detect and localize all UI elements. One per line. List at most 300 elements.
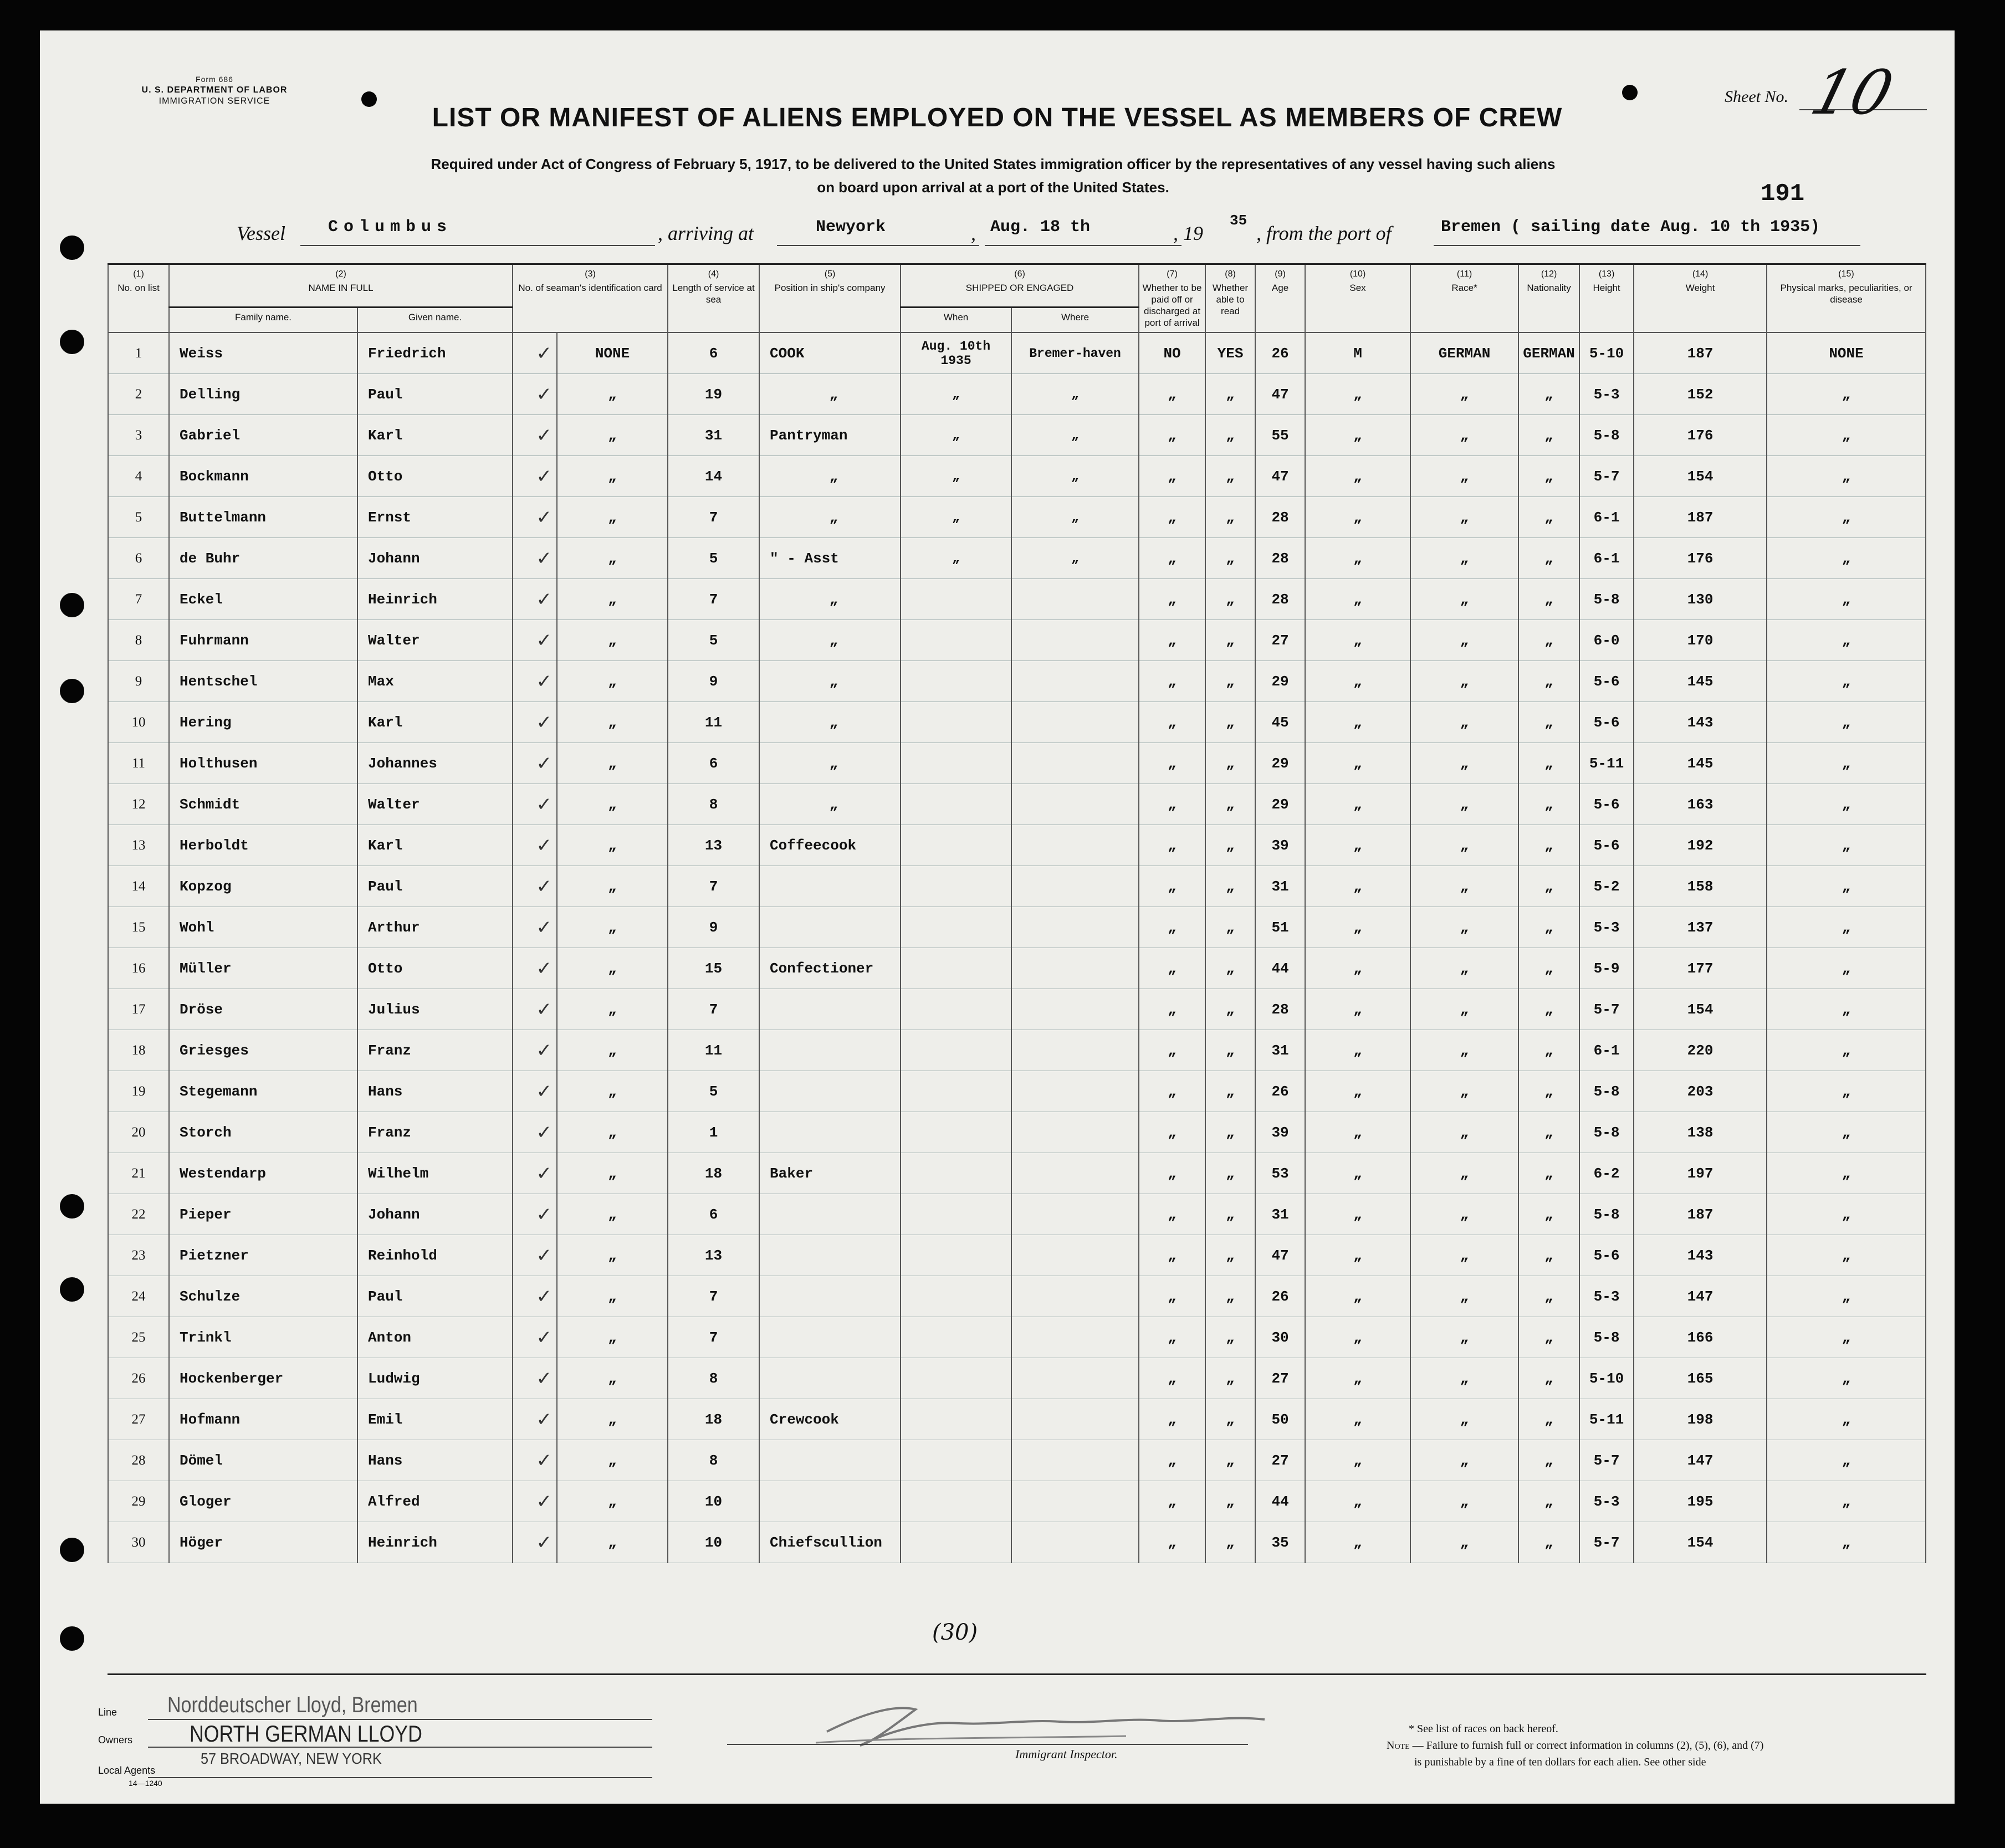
cell-position bbox=[759, 866, 901, 907]
col-header-7: (7) Whether to be paid off or discharged at port of arrival bbox=[1139, 264, 1205, 333]
cell-given: Julius bbox=[357, 989, 513, 1030]
ditto-mark: „ bbox=[1410, 743, 1518, 784]
cell-height: 5-8 bbox=[1579, 1112, 1634, 1153]
form-number: Form 686 bbox=[196, 75, 233, 84]
service: IMMIGRATION SERVICE bbox=[158, 96, 270, 106]
ditto-mark: „ bbox=[1518, 1481, 1579, 1522]
col-header-14: (14) Weight bbox=[1634, 264, 1767, 333]
ditto-mark: „ bbox=[901, 497, 1011, 538]
ditto-mark: „ bbox=[557, 1276, 668, 1317]
ditto-mark: „ bbox=[557, 579, 668, 620]
table-row bbox=[108, 1276, 1926, 1317]
cell-service: 5 bbox=[668, 1071, 759, 1112]
ditto-mark: „ bbox=[1767, 907, 1926, 948]
ditto-mark: „ bbox=[1518, 1153, 1579, 1194]
ditto-mark: „ bbox=[1410, 1030, 1518, 1071]
ditto-mark: „ bbox=[1767, 415, 1926, 456]
ditto-mark: „ bbox=[1518, 989, 1579, 1030]
ditto-mark: „ bbox=[557, 989, 668, 1030]
ditto-mark: „ bbox=[1518, 1112, 1579, 1153]
ditto-mark: „ bbox=[557, 1317, 668, 1358]
cell-age: 47 bbox=[1255, 374, 1305, 415]
punch-hole bbox=[361, 91, 377, 107]
inspector-line bbox=[727, 1743, 1248, 1745]
table-row bbox=[108, 661, 1926, 702]
col-header-8: (8) Whether able to read bbox=[1205, 264, 1255, 333]
check-mark-icon: ✓ bbox=[513, 579, 557, 620]
cell-position: Coffeecook bbox=[759, 825, 901, 866]
cell-height: 5-3 bbox=[1579, 1481, 1634, 1522]
ditto-mark: „ bbox=[1305, 784, 1410, 825]
cell-service: 7 bbox=[668, 989, 759, 1030]
ditto-mark: „ bbox=[1305, 1358, 1410, 1399]
cell-weight: 154 bbox=[1634, 1522, 1767, 1563]
ditto-mark: „ bbox=[759, 374, 901, 415]
cell-service: 18 bbox=[668, 1399, 759, 1440]
ditto-mark: „ bbox=[1305, 579, 1410, 620]
from-port-label: , from the port of bbox=[1256, 222, 1392, 244]
ditto-mark: „ bbox=[1205, 702, 1255, 743]
ditto-mark: „ bbox=[557, 948, 668, 989]
ditto-mark: „ bbox=[1205, 1153, 1255, 1194]
ditto-mark: „ bbox=[557, 1481, 668, 1522]
cell-height: 5-8 bbox=[1579, 1194, 1634, 1235]
ditto-mark: „ bbox=[1305, 661, 1410, 702]
cell-where bbox=[1011, 1317, 1139, 1358]
line-stamp: Norddeutscher Lloyd, Bremen bbox=[167, 1693, 418, 1717]
ditto-mark: „ bbox=[1767, 825, 1926, 866]
col-header-10: (10) Sex bbox=[1305, 264, 1410, 333]
ditto-mark: „ bbox=[1011, 538, 1139, 579]
ditto-mark: „ bbox=[557, 702, 668, 743]
ditto-mark: „ bbox=[1305, 1030, 1410, 1071]
footer-rule bbox=[108, 1673, 1926, 1675]
cell-service: 18 bbox=[668, 1153, 759, 1194]
cell-weight: 154 bbox=[1634, 989, 1767, 1030]
table-row bbox=[108, 1194, 1926, 1235]
ditto-mark: „ bbox=[1518, 907, 1579, 948]
ditto-mark: „ bbox=[1518, 1194, 1579, 1235]
subtitle-line-2: on board upon arrival at a port of the United States. bbox=[817, 179, 1169, 196]
ditto-mark: „ bbox=[1410, 702, 1518, 743]
cell-family: Delling bbox=[169, 374, 357, 415]
cell-height: 5-7 bbox=[1579, 989, 1634, 1030]
arrival-port-line bbox=[777, 244, 979, 246]
ditto-mark: „ bbox=[1205, 1440, 1255, 1481]
table-row bbox=[108, 1358, 1926, 1399]
arriving-label: , arriving at bbox=[658, 222, 754, 244]
ditto-mark: „ bbox=[1139, 1153, 1205, 1194]
cell-read: YES bbox=[1205, 332, 1255, 374]
cell-service: 6 bbox=[668, 1194, 759, 1235]
table-row bbox=[108, 702, 1926, 743]
cell-weight: 187 bbox=[1634, 1194, 1767, 1235]
cell-given: Johannes bbox=[357, 743, 513, 784]
ditto-mark: „ bbox=[1305, 1276, 1410, 1317]
ditto-mark: „ bbox=[1767, 866, 1926, 907]
cell-race: GERMAN bbox=[1410, 332, 1518, 374]
ditto-mark: „ bbox=[1518, 866, 1579, 907]
fine-note bbox=[1387, 1737, 1763, 1754]
cell-given: Otto bbox=[357, 948, 513, 989]
check-mark-icon: ✓ bbox=[513, 907, 557, 948]
cell-weight: 187 bbox=[1634, 332, 1767, 374]
cell-no: 7 bbox=[108, 579, 169, 620]
check-mark-icon: ✓ bbox=[513, 743, 557, 784]
cell-no: 21 bbox=[108, 1153, 169, 1194]
cell-position: Pantryman bbox=[759, 415, 901, 456]
cell-weight: 163 bbox=[1634, 784, 1767, 825]
cell-height: 5-9 bbox=[1579, 948, 1634, 989]
ditto-mark: „ bbox=[1205, 1399, 1255, 1440]
cell-given: Heinrich bbox=[357, 1522, 513, 1563]
cell-weight: 192 bbox=[1634, 825, 1767, 866]
ditto-mark: „ bbox=[759, 579, 901, 620]
check-mark-icon: ✓ bbox=[513, 1399, 557, 1440]
cell-where bbox=[1011, 1481, 1139, 1522]
ditto-mark: „ bbox=[1518, 1235, 1579, 1276]
ditto-mark: „ bbox=[557, 456, 668, 497]
cell-position bbox=[759, 989, 901, 1030]
ditto-mark: „ bbox=[1767, 1399, 1926, 1440]
check-mark-icon: ✓ bbox=[513, 1030, 557, 1071]
ditto-mark: „ bbox=[1518, 784, 1579, 825]
ditto-mark: „ bbox=[759, 620, 901, 661]
ditto-mark: „ bbox=[1410, 538, 1518, 579]
ditto-mark: „ bbox=[1518, 1399, 1579, 1440]
cell-weight: 177 bbox=[1634, 948, 1767, 989]
cell-weight: 145 bbox=[1634, 661, 1767, 702]
ditto-mark: „ bbox=[1011, 415, 1139, 456]
cell-no: 17 bbox=[108, 989, 169, 1030]
table-row bbox=[108, 1317, 1926, 1358]
check-mark-icon: ✓ bbox=[513, 1358, 557, 1399]
cell-where bbox=[1011, 620, 1139, 661]
cell-no: 8 bbox=[108, 620, 169, 661]
table-row bbox=[108, 1153, 1926, 1194]
ditto-mark: „ bbox=[1410, 989, 1518, 1030]
ditto-mark: „ bbox=[1305, 1522, 1410, 1563]
cell-given: Emil bbox=[357, 1399, 513, 1440]
cell-position bbox=[759, 1071, 901, 1112]
cell-age: 45 bbox=[1255, 702, 1305, 743]
check-mark-icon: ✓ bbox=[513, 538, 557, 579]
cell-weight: 147 bbox=[1634, 1440, 1767, 1481]
ditto-mark: „ bbox=[1139, 1317, 1205, 1358]
ditto-mark: „ bbox=[1305, 1153, 1410, 1194]
cell-family: Storch bbox=[169, 1112, 357, 1153]
ditto-mark: „ bbox=[901, 456, 1011, 497]
cell-height: 5-8 bbox=[1579, 579, 1634, 620]
col-header-9: (9) Age bbox=[1255, 264, 1305, 333]
ditto-mark: „ bbox=[901, 415, 1011, 456]
ditto-mark: „ bbox=[1518, 743, 1579, 784]
vessel-label: Vessel bbox=[237, 222, 285, 244]
ditto-mark: „ bbox=[1410, 497, 1518, 538]
ditto-mark: „ bbox=[1205, 497, 1255, 538]
ditto-mark: „ bbox=[557, 620, 668, 661]
ditto-mark: „ bbox=[759, 661, 901, 702]
ditto-mark: „ bbox=[1767, 1194, 1926, 1235]
check-mark-icon: ✓ bbox=[513, 1194, 557, 1235]
cell-no: 1 bbox=[108, 332, 169, 374]
col-header-4: (4) Length of service at sea bbox=[668, 264, 759, 333]
ditto-mark: „ bbox=[1767, 1153, 1926, 1194]
cell-position: " - Asst bbox=[759, 538, 901, 579]
ditto-mark: „ bbox=[1518, 456, 1579, 497]
punch-hole bbox=[60, 1538, 84, 1562]
ditto-mark: „ bbox=[1139, 907, 1205, 948]
ditto-mark: „ bbox=[557, 907, 668, 948]
table-row bbox=[108, 620, 1926, 661]
line-label: Line bbox=[98, 1707, 117, 1718]
cell-weight: 165 bbox=[1634, 1358, 1767, 1399]
cell-given: Johann bbox=[357, 1194, 513, 1235]
punch-hole bbox=[60, 1194, 84, 1219]
table-row bbox=[108, 1112, 1926, 1153]
departure-port: Bremen ( sailing date Aug. 10 th 1935) bbox=[1441, 218, 1820, 237]
ditto-mark: „ bbox=[1767, 661, 1926, 702]
col-header-12: (12) Nationality bbox=[1518, 264, 1579, 333]
cell-when bbox=[901, 1440, 1011, 1481]
table-row bbox=[108, 415, 1926, 456]
cell-no: 14 bbox=[108, 866, 169, 907]
ditto-mark: „ bbox=[1205, 784, 1255, 825]
ditto-mark: „ bbox=[1205, 948, 1255, 989]
ditto-mark: „ bbox=[759, 456, 901, 497]
cell-family: Hofmann bbox=[169, 1399, 357, 1440]
cell-age: 44 bbox=[1255, 948, 1305, 989]
ditto-mark: „ bbox=[1518, 374, 1579, 415]
cell-family: Dömel bbox=[169, 1440, 357, 1481]
ditto-mark: „ bbox=[557, 743, 668, 784]
cell-family: de Buhr bbox=[169, 538, 357, 579]
cell-given: Friedrich bbox=[357, 332, 513, 374]
ditto-mark: „ bbox=[1139, 1276, 1205, 1317]
cell-family: Höger bbox=[169, 1522, 357, 1563]
ditto-mark: „ bbox=[557, 538, 668, 579]
ditto-mark: „ bbox=[1767, 1030, 1926, 1071]
ditto-mark: „ bbox=[1305, 1440, 1410, 1481]
cell-family: Hering bbox=[169, 702, 357, 743]
cell-position bbox=[759, 1481, 901, 1522]
ditto-mark: „ bbox=[1139, 784, 1205, 825]
ditto-mark: „ bbox=[1518, 1358, 1579, 1399]
cell-position: Baker bbox=[759, 1153, 901, 1194]
cell-age: 31 bbox=[1255, 866, 1305, 907]
cell-no: 5 bbox=[108, 497, 169, 538]
ditto-mark: „ bbox=[1139, 1071, 1205, 1112]
ditto-mark: „ bbox=[1518, 497, 1579, 538]
ditto-mark: „ bbox=[1139, 374, 1205, 415]
ditto-mark: „ bbox=[1139, 1440, 1205, 1481]
cell-when bbox=[901, 1030, 1011, 1071]
ditto-mark: „ bbox=[1410, 620, 1518, 661]
cell-when bbox=[901, 743, 1011, 784]
cell-service: 11 bbox=[668, 1030, 759, 1071]
ditto-mark: „ bbox=[759, 784, 901, 825]
cell-service: 13 bbox=[668, 825, 759, 866]
ditto-mark: „ bbox=[1518, 702, 1579, 743]
cell-service: 13 bbox=[668, 1235, 759, 1276]
check-mark-icon: ✓ bbox=[513, 1522, 557, 1563]
check-mark-icon: ✓ bbox=[513, 415, 557, 456]
cell-given: Franz bbox=[357, 1030, 513, 1071]
cell-weight: 187 bbox=[1634, 497, 1767, 538]
cell-service: 11 bbox=[668, 702, 759, 743]
cell-no: 29 bbox=[108, 1481, 169, 1522]
ditto-mark: „ bbox=[1767, 784, 1926, 825]
cell-service: 1 bbox=[668, 1112, 759, 1153]
arrival-port: Newyork bbox=[816, 218, 886, 237]
cell-height: 6-0 bbox=[1579, 620, 1634, 661]
ditto-mark: „ bbox=[759, 743, 901, 784]
cell-family: Bockmann bbox=[169, 456, 357, 497]
ditto-mark: „ bbox=[1767, 1481, 1926, 1522]
cell-weight: 166 bbox=[1634, 1317, 1767, 1358]
cell-age: 51 bbox=[1255, 907, 1305, 948]
ditto-mark: „ bbox=[759, 702, 901, 743]
cell-weight: 170 bbox=[1634, 620, 1767, 661]
note-label: Note bbox=[1387, 1739, 1410, 1752]
cell-given: Walter bbox=[357, 620, 513, 661]
cell-position: COOK bbox=[759, 332, 901, 374]
cell-no: 25 bbox=[108, 1317, 169, 1358]
ditto-mark: „ bbox=[1767, 702, 1926, 743]
ditto-mark: „ bbox=[1410, 1481, 1518, 1522]
ditto-mark: „ bbox=[1305, 538, 1410, 579]
ditto-mark: „ bbox=[1410, 1399, 1518, 1440]
cell-no: 9 bbox=[108, 661, 169, 702]
ditto-mark: „ bbox=[1139, 989, 1205, 1030]
cell-height: 5-7 bbox=[1579, 1440, 1634, 1481]
ditto-mark: „ bbox=[1205, 538, 1255, 579]
note-text: — Failure to furnish full or correct information in columns (2), (5), (6), and (7) bbox=[1412, 1739, 1764, 1752]
col-header-13: (13) Height bbox=[1579, 264, 1634, 333]
cell-family: Holthusen bbox=[169, 743, 357, 784]
table-row bbox=[108, 866, 1926, 907]
ditto-mark: „ bbox=[1139, 1030, 1205, 1071]
cell-where bbox=[1011, 1522, 1139, 1563]
ditto-mark: „ bbox=[1205, 415, 1255, 456]
ditto-mark: „ bbox=[1305, 702, 1410, 743]
cell-family: Hentschel bbox=[169, 661, 357, 702]
ditto-mark: „ bbox=[1305, 1112, 1410, 1153]
cell-given: Otto bbox=[357, 456, 513, 497]
cell-where bbox=[1011, 784, 1139, 825]
owners-label: Owners bbox=[98, 1734, 133, 1745]
arrival-date: Aug. 18 th bbox=[990, 218, 1091, 237]
ditto-mark: „ bbox=[1410, 456, 1518, 497]
ditto-mark: „ bbox=[1205, 1235, 1255, 1276]
ditto-mark: „ bbox=[1205, 1071, 1255, 1112]
cell-family: Hockenberger bbox=[169, 1358, 357, 1399]
cell-given: Hans bbox=[357, 1071, 513, 1112]
cell-age: 28 bbox=[1255, 497, 1305, 538]
cell-when bbox=[901, 1522, 1011, 1563]
cell-given: Paul bbox=[357, 374, 513, 415]
cell-no: 30 bbox=[108, 1522, 169, 1563]
fine-note-2: is punishable by a fine of ten dollars for each alien. See other side bbox=[1414, 1756, 1706, 1768]
cell-height: 5-6 bbox=[1579, 661, 1634, 702]
year-prefix: , 19 bbox=[1173, 222, 1203, 244]
punch-hole bbox=[60, 593, 84, 617]
cell-weight: 143 bbox=[1634, 702, 1767, 743]
cell-height: 5-7 bbox=[1579, 1522, 1634, 1563]
cell-given: Reinhold bbox=[357, 1235, 513, 1276]
cell-no: 13 bbox=[108, 825, 169, 866]
cell-when bbox=[901, 825, 1011, 866]
ditto-mark: „ bbox=[759, 497, 901, 538]
ditto-mark: „ bbox=[1139, 1358, 1205, 1399]
ditto-mark: „ bbox=[1305, 1071, 1410, 1112]
ditto-mark: „ bbox=[557, 825, 668, 866]
cell-age: 28 bbox=[1255, 538, 1305, 579]
cell-where bbox=[1011, 1399, 1139, 1440]
ditto-mark: „ bbox=[1767, 456, 1926, 497]
cell-position bbox=[759, 1317, 901, 1358]
cell-service: 7 bbox=[668, 497, 759, 538]
ditto-mark: „ bbox=[1139, 948, 1205, 989]
cell-age: 31 bbox=[1255, 1030, 1305, 1071]
cell-no: 2 bbox=[108, 374, 169, 415]
ditto-mark: „ bbox=[1139, 1481, 1205, 1522]
owner-stamp: NORTH GERMAN LLOYD bbox=[190, 1721, 422, 1747]
ditto-mark: „ bbox=[1410, 374, 1518, 415]
cell-paid: NO bbox=[1139, 332, 1205, 374]
cell-age: 39 bbox=[1255, 1112, 1305, 1153]
ditto-mark: „ bbox=[557, 1358, 668, 1399]
cell-family: Schulze bbox=[169, 1276, 357, 1317]
ditto-mark: „ bbox=[557, 374, 668, 415]
table-row bbox=[108, 1399, 1926, 1440]
cell-service: 9 bbox=[668, 661, 759, 702]
ditto-mark: „ bbox=[1305, 1481, 1410, 1522]
cell-height: 5-3 bbox=[1579, 907, 1634, 948]
check-mark-icon: ✓ bbox=[513, 784, 557, 825]
ditto-mark: „ bbox=[1205, 1112, 1255, 1153]
cell-nat: GERMAN bbox=[1518, 332, 1579, 374]
ditto-mark: „ bbox=[557, 1112, 668, 1153]
ditto-mark: „ bbox=[1139, 702, 1205, 743]
check-mark-icon: ✓ bbox=[513, 989, 557, 1030]
cell-service: 14 bbox=[668, 456, 759, 497]
table-row bbox=[108, 948, 1926, 989]
table-row bbox=[108, 784, 1926, 825]
ditto-mark: „ bbox=[1205, 456, 1255, 497]
cell-weight: 197 bbox=[1634, 1153, 1767, 1194]
cell-no: 20 bbox=[108, 1112, 169, 1153]
ditto-mark: „ bbox=[1139, 1112, 1205, 1153]
cell-where bbox=[1011, 1440, 1139, 1481]
ditto-mark: „ bbox=[1767, 620, 1926, 661]
cell-age: 26 bbox=[1255, 1276, 1305, 1317]
cell-when bbox=[901, 1112, 1011, 1153]
cell-no: 11 bbox=[108, 743, 169, 784]
cell-where bbox=[1011, 1358, 1139, 1399]
check-mark-icon: ✓ bbox=[513, 1153, 557, 1194]
ditto-mark: „ bbox=[1205, 1194, 1255, 1235]
races-note: * See list of races on back hereof. bbox=[1409, 1723, 1558, 1735]
check-mark-icon: ✓ bbox=[513, 1481, 557, 1522]
cell-no: 27 bbox=[108, 1399, 169, 1440]
cell-height: 5-11 bbox=[1579, 1399, 1634, 1440]
cell-no: 26 bbox=[108, 1358, 169, 1399]
cell-given: Ernst bbox=[357, 497, 513, 538]
ditto-mark: „ bbox=[1410, 907, 1518, 948]
cell-position bbox=[759, 1194, 901, 1235]
cell-when bbox=[901, 702, 1011, 743]
